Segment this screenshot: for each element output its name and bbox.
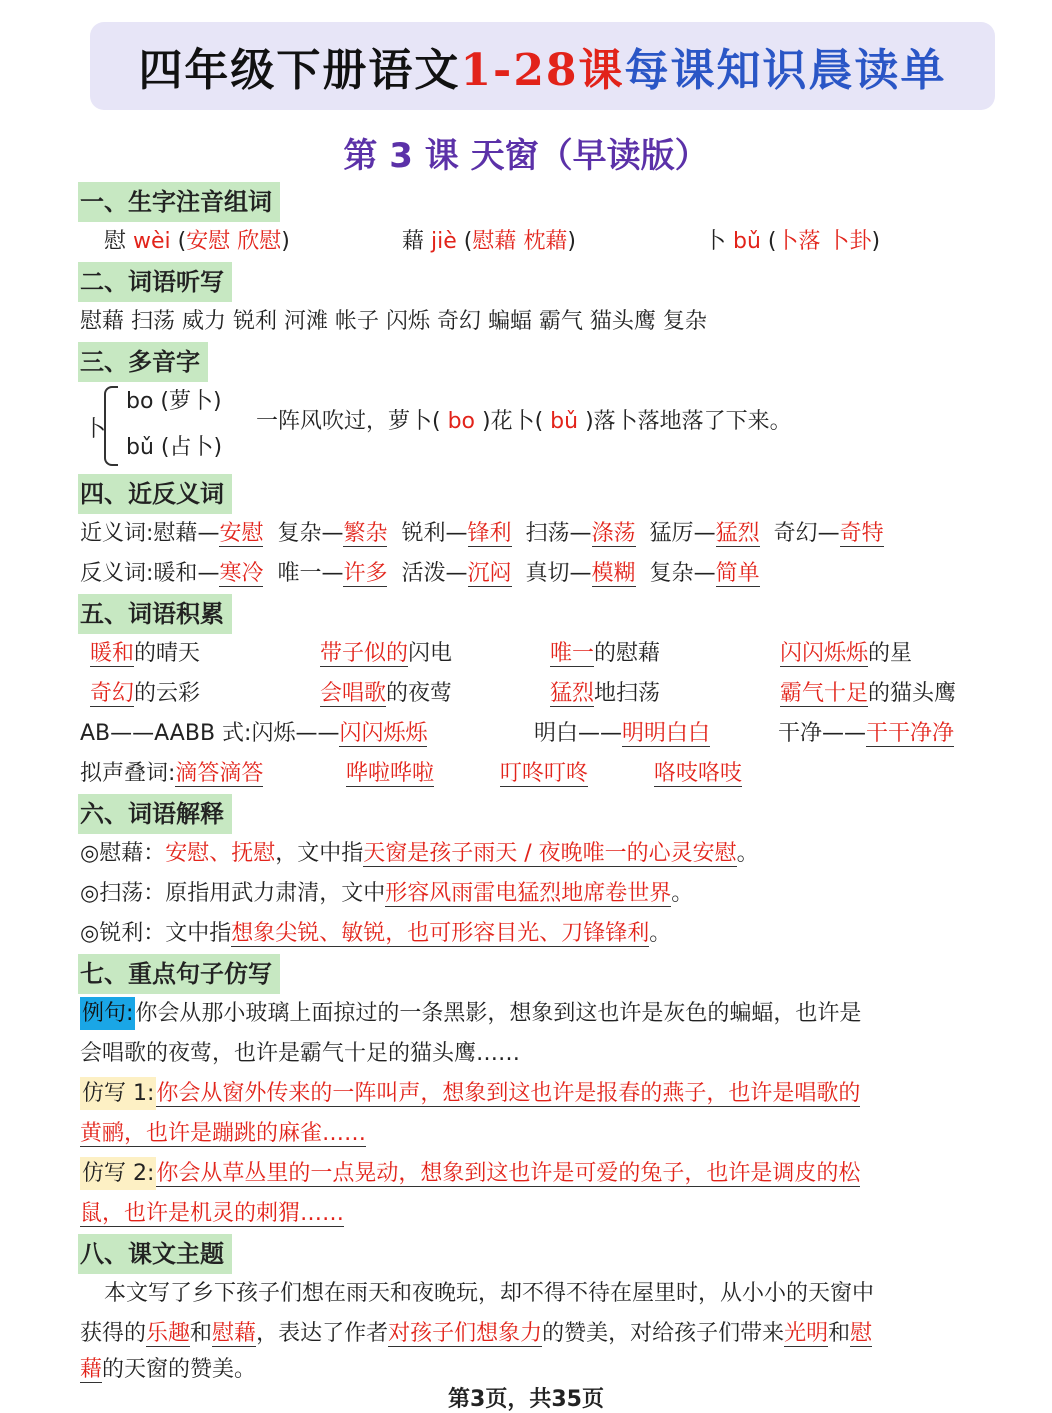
- polyphone-char: 卜: [84, 417, 107, 442]
- title-part-3: 每课知识晨读单: [624, 45, 947, 96]
- phrase-7: 猛烈地扫荡: [550, 681, 661, 706]
- antonyms-row: 反义词:暖和—寒冷 唯一—许多 活泼—沉闷 真切—模糊 复杂—简单: [80, 561, 760, 586]
- aabb-2: 明白——明明白白: [534, 721, 711, 746]
- section-4-heading: 四、近反义词: [78, 474, 232, 514]
- explanation-3: ◎锐利：文中指想象尖锐、敏锐，也可形容目光、刀锋锋利。: [80, 921, 672, 946]
- section-5-heading: 五、词语积累: [78, 594, 232, 634]
- example-sentence-1: 例句:你会从那小玻璃上面掠过的一条黑影，想象到这也许是灰色的蝙蝠，也许是: [80, 994, 861, 1034]
- imitation-1-line-2: 黄鹂，也许是蹦跳的麻雀……: [80, 1121, 367, 1146]
- aabb-1: AB——AABB 式:闪烁——闪闪烁烁: [80, 721, 428, 746]
- phrase-5: 奇幻的云彩: [90, 681, 201, 706]
- section-1-heading: 一、生字注音组词: [78, 182, 280, 222]
- phrase-4: 闪闪烁烁的星: [780, 641, 913, 666]
- section-2-heading: 二、词语听写: [78, 262, 232, 302]
- onomatopoeia-2: 哗啦哗啦: [346, 761, 435, 786]
- phrase-1: 暖和的晴天: [90, 641, 201, 666]
- section-8-heading: 八、课文主题: [78, 1234, 232, 1274]
- phrase-6: 会唱歌的夜莺: [320, 681, 453, 706]
- phrase-2: 带子似的闪电: [320, 641, 453, 666]
- phrase-8: 霸气十足的猫头鹰: [780, 681, 957, 706]
- reading-2: bǔ (占卜): [126, 435, 223, 460]
- char-entry-3: 卜 bǔ (卜落 卜卦): [704, 229, 881, 254]
- reading-1: bo (萝卜): [126, 389, 222, 414]
- title-part-2: 1-28课: [460, 45, 625, 96]
- title-part-1: 四年级下册语文: [138, 45, 461, 96]
- page-number: 第3页，共35页: [448, 1387, 604, 1412]
- theme-line-3: 藉的天窗的赞美。: [80, 1357, 257, 1382]
- char-entry-1: 慰 wèi (安慰 欣慰): [104, 229, 290, 254]
- section-7-heading: 七、重点句子仿写: [78, 954, 280, 994]
- explanation-2: ◎扫荡：原指用武力肃清，文中形容风雨雷电猛烈地席卷世界。: [80, 881, 694, 906]
- lesson-title: 第 3 课 天窗（早读版）: [343, 136, 709, 176]
- section-6-heading: 六、词语解释: [78, 794, 232, 834]
- brace: [104, 386, 118, 466]
- aabb-3: 干净——干干净净: [778, 721, 955, 746]
- imitation-2-line-2: 鼠，也许是机灵的刺猬……: [80, 1201, 345, 1226]
- theme-line-2: 获得的乐趣和慰藉，表达了作者对孩子们想象力的赞美，对给孩子们带来光明和慰: [80, 1321, 873, 1346]
- dictation-words: 慰藉 扫荡 威力 锐利 河滩 帐子 闪烁 奇幻 蝙蝠 霸气 猫头鹰 复杂: [80, 309, 707, 334]
- explanation-1: ◎慰藉：安慰、抚慰，文中指天窗是孩子雨天 / 夜晚唯一的心灵安慰。: [80, 841, 759, 866]
- imitation-1-line-1: 仿写 1:你会从窗外传来的一阵叫声，想象到这也许是报春的燕子，也许是唱歌的: [80, 1074, 860, 1114]
- section-3-heading: 三、多音字: [78, 342, 208, 382]
- onomatopoeia-4: 咯吱咯吱: [654, 761, 743, 786]
- example-sentence-2: 会唱歌的夜莺，也许是霸气十足的猫头鹰……: [80, 1041, 521, 1066]
- title-banner: [90, 22, 995, 110]
- phrase-3: 唯一的慰藉: [550, 641, 661, 666]
- polyphone-sentence: 一阵风吹过，萝卜( bo )花卜( bǔ )落卜落地落了下来。: [256, 409, 792, 434]
- imitation-2-line-1: 仿写 2:你会从草丛里的一点晃动，想象到这也许是可爱的兔子，也许是调皮的松: [80, 1154, 860, 1194]
- onomatopoeia-label: 拟声叠词:滴答滴答: [80, 761, 264, 786]
- theme-line-1: 本文写了乡下孩子们想在雨天和夜晚玩，却不得不待在屋里时，从小小的天窗中: [104, 1281, 875, 1306]
- char-entry-2: 藉 jiè (慰藉 枕藉): [402, 229, 576, 254]
- synonyms-row: 近义词:慰藉—安慰 复杂—繁杂 锐利—锋利 扫荡—涤荡 猛厉—猛烈 奇幻—奇特: [80, 521, 884, 546]
- onomatopoeia-3: 叮咚叮咚: [500, 761, 589, 786]
